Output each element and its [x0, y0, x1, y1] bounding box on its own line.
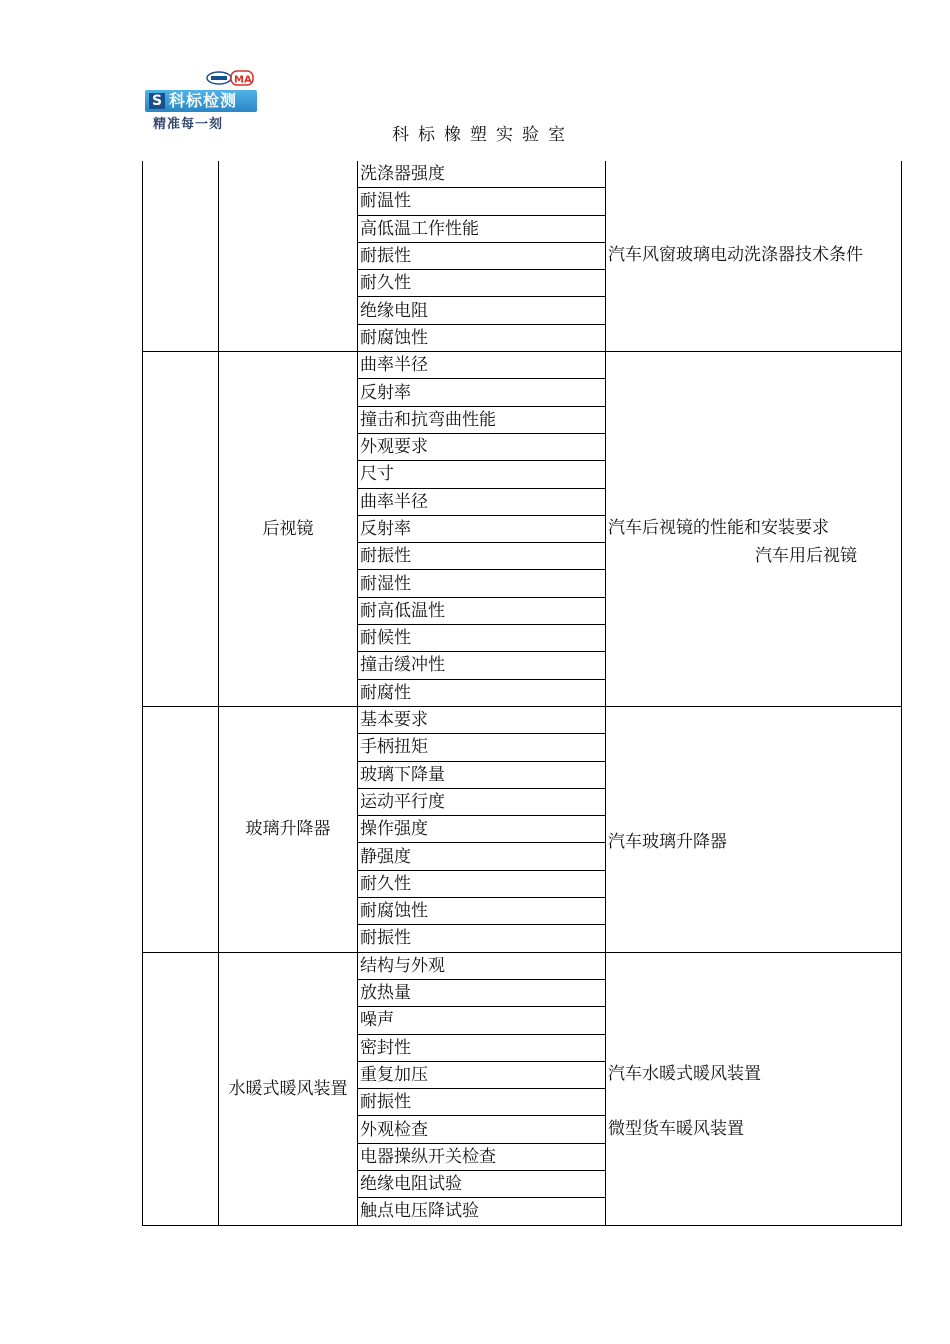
test-item-cell: 静强度 — [358, 843, 606, 870]
table-row — [143, 161, 902, 188]
test-item-cell: 耐振性 — [358, 242, 606, 269]
test-item-cell: 耐腐蚀性 — [358, 898, 606, 925]
index-cell — [143, 706, 219, 952]
page-title: 科标橡塑实验室 — [392, 125, 574, 145]
test-item-cell: 电器操纵开关检查 — [358, 1143, 606, 1170]
test-item-cell: 耐久性 — [358, 870, 606, 897]
seal-text: MA — [234, 74, 252, 86]
standard-cell — [606, 952, 902, 1225]
test-item-cell: 重复加压 — [358, 1061, 606, 1088]
index-cell — [143, 161, 219, 352]
test-item-cell: 运动平行度 — [358, 788, 606, 815]
test-item-cell: 手柄扭矩 — [358, 734, 606, 761]
standard-name: 汽车玻璃升降器 — [608, 832, 727, 853]
test-item-cell: 耐候性 — [358, 625, 606, 652]
logo-slogan: 精准每一刻 — [153, 117, 224, 132]
cma-seal-icon — [205, 70, 255, 86]
test-item-cell: 噪声 — [358, 1007, 606, 1034]
standard-name: 汽车用后视镜 — [755, 545, 857, 566]
standard-name — [608, 1034, 899, 1061]
category-cell — [219, 161, 358, 352]
test-item-cell: 绝缘电阻试验 — [358, 1170, 606, 1197]
standard-name: 汽车后视镜的性能和安装要求 — [608, 518, 829, 539]
category-cell: 玻璃升降器 — [219, 706, 358, 952]
test-item-cell: 高低温工作性能 — [358, 215, 606, 242]
standard-name — [608, 488, 899, 515]
test-item-cell: 密封性 — [358, 1034, 606, 1061]
test-item-cell: 耐高低温性 — [358, 597, 606, 624]
logo-brand-name: 科标检测 — [169, 91, 238, 110]
table-row — [143, 952, 902, 979]
table-row — [143, 706, 902, 733]
standard-name — [608, 802, 899, 829]
category-cell: 水暖式暖风装置 — [219, 952, 358, 1225]
test-item-cell: 耐振性 — [358, 543, 606, 570]
category-cell: 后视镜 — [219, 352, 358, 707]
standard-cell — [606, 352, 902, 707]
test-item-cell: 外观检查 — [358, 1116, 606, 1143]
test-item-cell: 耐腐蚀性 — [358, 324, 606, 351]
standard-name — [608, 1089, 899, 1116]
test-item-cell: 耐湿性 — [358, 570, 606, 597]
test-item-cell: 尺寸 — [358, 461, 606, 488]
standard-cell — [606, 706, 902, 952]
test-item-cell: 洗涤器强度 — [358, 161, 606, 188]
logo-s-mark: S — [149, 93, 165, 109]
test-item-cell: 反射率 — [358, 379, 606, 406]
index-cell — [143, 352, 219, 707]
test-item-cell: 耐久性 — [358, 270, 606, 297]
test-item-cell: 曲率半径 — [358, 488, 606, 515]
standard-name: 微型货车暖风装置 — [608, 1118, 744, 1139]
index-cell — [143, 952, 219, 1225]
test-item-cell: 撞击和抗弯曲性能 — [358, 406, 606, 433]
test-item-cell: 外观要求 — [358, 433, 606, 460]
test-items-table — [142, 161, 902, 1226]
test-item-cell: 耐振性 — [358, 1089, 606, 1116]
test-item-cell: 曲率半径 — [358, 352, 606, 379]
table-row — [143, 352, 902, 379]
test-item-cell: 耐振性 — [358, 925, 606, 952]
test-item-cell: 结构与外观 — [358, 952, 606, 979]
standard-name: 汽车风窗玻璃电动洗涤器技术条件 — [608, 245, 863, 266]
test-item-cell: 玻璃下降量 — [358, 761, 606, 788]
test-item-cell: 撞击缓冲性 — [358, 652, 606, 679]
logo-banner — [145, 90, 257, 112]
test-item-cell: 操作强度 — [358, 816, 606, 843]
standard-cell — [606, 161, 902, 352]
test-item-cell: 触点电压降试验 — [358, 1198, 606, 1225]
test-item-cell: 放热量 — [358, 979, 606, 1006]
test-item-cell: 基本要求 — [358, 706, 606, 733]
test-item-cell: 耐腐性 — [358, 679, 606, 706]
test-item-cell: 耐温性 — [358, 188, 606, 215]
standard-name: 汽车水暖式暖风装置 — [608, 1064, 761, 1085]
test-item-cell: 反射率 — [358, 515, 606, 542]
test-item-cell: 绝缘电阻 — [358, 297, 606, 324]
